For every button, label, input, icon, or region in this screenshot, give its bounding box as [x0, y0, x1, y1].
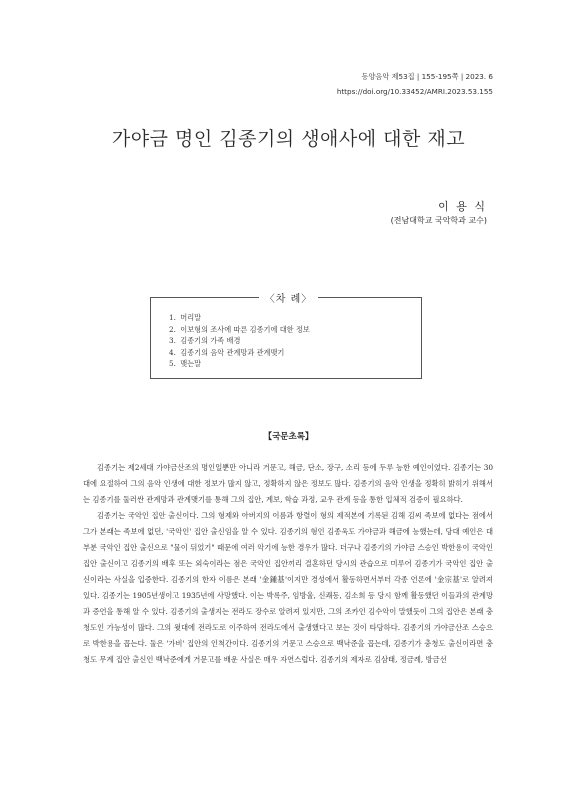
toc-item-number: 3. [169, 336, 176, 346]
toc-item-label: 맺는말 [180, 359, 202, 369]
toc-heading: 〈차 례〉 [259, 294, 319, 305]
toc-item-label: 김종기의 음악 관계망과 관계맺기 [180, 347, 285, 357]
table-of-contents-box [150, 297, 422, 379]
toc-item-label: 이보형의 조사에 따른 김종기에 대한 정보 [180, 324, 310, 334]
abstract-heading: 【국문초록】 [263, 432, 314, 442]
toc-item [169, 335, 310, 347]
abstract-paragraph: 김종기는 국악인 집안 출신이다. 그의 형제와 아버지의 이름과 항렬이 형의 제적본에 기록된 김해 김씨 족보에 없다는 점에서 그가 본래는 족보에 없던, '국악인' 집안 출신임을 알 수 있다. 김종기의 형인 김종욱도 가야금과 해금에 능했는데, 당대 예인은 대부분 국악인 집안 출신으로 "물이 뒤었기" 때문에 여러 악기에 능한 경우가 많다. 더구나 김종기의 가야금 스승인 박한용이 국악인 집안 출신이고 김종기의 배후 또는 외숙이라는 점은 국악인 집안끼리 결혼하던 당시의 관습으로 미루어 김종기가 국악인 집안 출신이라는 사실을 입증한다. 김종기의 한자 이름은 본래 '金鍾基'이지만 경성에서 활동하면서부터 각종 언론에 '金宗基'로 알려져 있다. 김종기는 1905년생이고 1935년에 사망했다. 이는 박록주, 임방울, 신쾌동, 김소희 등 당시 함께 활동했던 이들과의 관계망과 증언을 통해 알 수 있다. 김종기의 출생지는 전라도 장수로 알려져 있지만, 그의 조카인 김수악이 말했듯이 그의 집안은 본래 충청도인 가능성이 많다. 그의 윗대에 전라도로 이주하여 전라도에서 출생했다고 보는 것이 타당하다. 김종기의 가야금산조 스승으로 박한용을 꼽는다. 둘은 '가비' 집안의 인척간이다. 김종기의 거문고 스승으로 백낙준을 꼽는데, 김종기가 충청도 출신이라면 충청도 무계 집안 출신인 백낙준에게 거문고를 배운 사실은 매우 자연스럽다. 김종기의 제자로 김삼태, 정금례, 방금선 [83, 511, 493, 664]
author-affiliation: (전남대학교 국악학과 교수) [390, 216, 487, 225]
toc-item-number: 4. [169, 347, 176, 357]
toc-item [169, 358, 310, 370]
doi-link[interactable]: https://doi.org/10.33452/AMRI.2023.53.155 [336, 87, 493, 96]
toc-list [169, 312, 310, 370]
abstract-body [83, 460, 493, 668]
toc-heading-wrapper [0, 290, 577, 305]
author-name: 이 용 식 [438, 200, 487, 213]
abstract-paragraph: 김종기는 제2세대 가야금산조의 명인일뿐만 아니라 거문고, 해금, 단소, 장구, 소리 등에 두루 능한 예인이었다. 김종기는 30대에 요절하여 그의 음악 인생에 대한 정보가 많지 않고, 정확하지 않은 정보도 많다. 김종기의 음악 인생을 정확히 밝히기 위해서는 김종기를 둘러싼 관계망과 관계맺기를 통해 그의 집안, 계보, 학습 과정, 교우 관계 등을 통한 입체적 검증이 필요하다. [83, 463, 493, 504]
toc-item-number: 5. [169, 359, 176, 369]
paper-title: 가야금 명인 김종기의 생애사에 대한 재고 [111, 128, 466, 150]
toc-item-number: 1. [169, 313, 176, 322]
toc-item-label: 김종기의 가족 배경 [180, 336, 241, 346]
toc-item [169, 312, 310, 324]
toc-item [169, 324, 310, 336]
toc-item-number: 2. [169, 324, 176, 334]
toc-item-label: 머리말 [180, 313, 202, 322]
journal-meta: 동양음악 제53집 | 155-195쪽 | 2023. 6 [361, 72, 493, 81]
toc-item [169, 347, 310, 359]
